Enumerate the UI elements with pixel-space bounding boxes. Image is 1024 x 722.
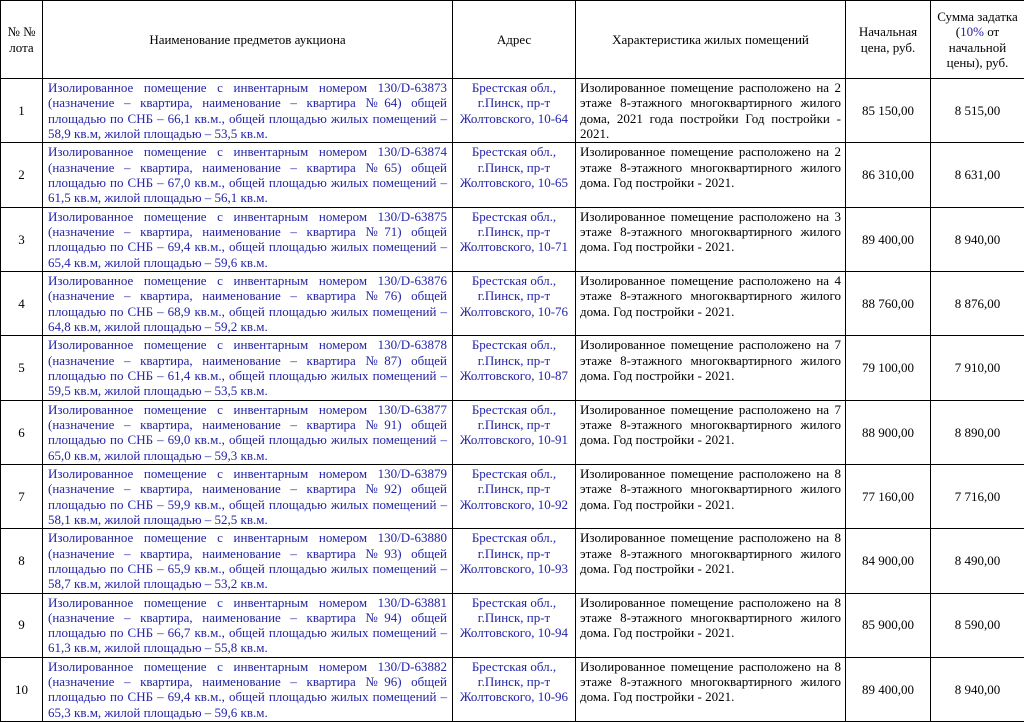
address-cell: Брестская обл., г.Пинск, пр-т Жолтовского, 10-64 (453, 79, 576, 143)
address-cell: Брестская обл., г.Пинск, пр-т Жолтовского, 10-71 (453, 207, 576, 271)
header-start-price: Начальная цена, руб. (846, 1, 931, 79)
address-cell: Брестская обл., г.Пинск, пр-т Жолтовского, 10-76 (453, 271, 576, 335)
start-price-cell: 89 400,00 (846, 207, 931, 271)
table-row (1, 529, 1024, 593)
table-row (1, 464, 1024, 528)
characteristics-cell: Изолированное помещение расположено на 4 этаже 8-этажного многоквартирного жилого дома. Год постройки - 2021. (576, 271, 846, 335)
characteristics-cell: Изолированное помещение расположено на 8 этаже 8-этажного многоквартирного жилого дома. Год постройки - 2021. (576, 593, 846, 657)
lot-number-cell: 2 (1, 143, 43, 207)
characteristics-cell: Изолированное помещение расположено на 2 этаже 8-этажного многоквартирного жилого дома. Год постройки - 2021. (576, 143, 846, 207)
deposit-cell: 8 876,00 (931, 271, 1024, 335)
address-cell: Брестская обл., г.Пинск, пр-т Жолтовского, 10-87 (453, 336, 576, 400)
table-row (1, 336, 1024, 400)
start-price-cell: 88 760,00 (846, 271, 931, 335)
header-address: Адрес (453, 1, 576, 79)
table-row (1, 593, 1024, 657)
deposit-cell: 8 890,00 (931, 400, 1024, 464)
table-row (1, 657, 1024, 721)
address-cell: Брестская обл., г.Пинск, пр-т Жолтовского, 10-94 (453, 593, 576, 657)
address-cell: Брестская обл., г.Пинск, пр-т Жолтовского, 10-91 (453, 400, 576, 464)
address-cell: Брестская обл., г.Пинск, пр-т Жолтовского, 10-92 (453, 464, 576, 528)
table-header-row (1, 1, 1024, 79)
characteristics-cell: Изолированное помещение расположено на 8 этаже 8-этажного многоквартирного жилого дома. Год постройки - 2021. (576, 657, 846, 721)
lot-number-cell: 6 (1, 400, 43, 464)
auction-item-name-cell: Изолированное помещение с инвентарным номером 130/D-63876 (назначение – квартира, наименование – квартира №76) общей площадью по СНБ – 68,9 кв.м., общей площадью жилых помещений – 64,8 кв.м, жилой площадью – 59,2 кв.м. (43, 271, 453, 335)
lot-number-cell: 9 (1, 593, 43, 657)
characteristics-cell: Изолированное помещение расположено на 2 этаже 8-этажного многоквартирного жилого дома, 2021 года постройки Год постройки - 2021. (576, 79, 846, 143)
start-price-cell: 86 310,00 (846, 143, 931, 207)
auction-item-name-cell: Изолированное помещение с инвентарным номером 130/D-63878 (назначение – квартира, наименование – квартира №87) общей площадью по СНБ – 61,4 кв.м., общей площадью жилых помещений – 59,5 кв.м, жилой площадью – 53,5 кв.м. (43, 336, 453, 400)
auction-item-name-cell: Изолированное помещение с инвентарным номером 130/D-63882 (назначение – квартира, наименование – квартира №96) общей площадью по СНБ – 69,4 кв.м., общей площадью жилых помещений – 65,3 кв.м, жилой площадью – 59,6 кв.м. (43, 657, 453, 721)
auction-item-name-cell: Изолированное помещение с инвентарным номером 130/D-63881 (назначение – квартира, наименование – квартира №94) общей площадью по СНБ – 66,7 кв.м., общей площадью жилых помещений – 61,3 кв.м, жилой площадью – 55,8 кв.м. (43, 593, 453, 657)
lot-number-cell: 10 (1, 657, 43, 721)
deposit-cell: 8 490,00 (931, 529, 1024, 593)
address-cell: Брестская обл., г.Пинск, пр-т Жолтовского, 10-93 (453, 529, 576, 593)
auction-item-name-cell: Изолированное помещение с инвентарным номером 130/D-63880 (назначение – квартира, наименование – квартира №93) общей площадью по СНБ – 65,9 кв.м., общей площадью жилых помещений – 58,7 кв.м, жилой площадью – 53,2 кв.м. (43, 529, 453, 593)
start-price-cell: 88 900,00 (846, 400, 931, 464)
lot-number-cell: 1 (1, 79, 43, 143)
deposit-cell: 8 590,00 (931, 593, 1024, 657)
characteristics-cell: Изолированное помещение расположено на 3 этаже 8-этажного многоквартирного жилого дома. Год постройки - 2021. (576, 207, 846, 271)
address-cell: Брестская обл., г.Пинск, пр-т Жолтовского, 10-96 (453, 657, 576, 721)
characteristics-cell: Изолированное помещение расположено на 7 этаже 8-этажного многоквартирного жилого дома. Год постройки - 2021. (576, 400, 846, 464)
table-row (1, 271, 1024, 335)
deposit-cell: 8 940,00 (931, 207, 1024, 271)
auction-item-name-cell: Изолированное помещение с инвентарным номером 130/D-63874 (назначение – квартира, наименование – квартира №65) общей площадью по СНБ – 67,0 кв.м., общей площадью жилых помещений – 61,5 кв.м, жилой площадью – 56,1 кв.м. (43, 143, 453, 207)
header-characteristics: Характеристика жилых помещений (576, 1, 846, 79)
auction-item-name-cell: Изолированное помещение с инвентарным номером 130/D-63879 (назначение – квартира, наименование – квартира №92) общей площадью по СНБ – 59,9 кв.м., общей площадью жилых помещений – 58,1 кв.м, жилой площадью – 52,5 кв.м. (43, 464, 453, 528)
lot-number-cell: 3 (1, 207, 43, 271)
characteristics-cell: Изолированное помещение расположено на 8 этаже 8-этажного многоквартирного жилого дома. Год постройки - 2021. (576, 464, 846, 528)
start-price-cell: 85 900,00 (846, 593, 931, 657)
start-price-cell: 89 400,00 (846, 657, 931, 721)
table-row (1, 400, 1024, 464)
table-row (1, 79, 1024, 143)
deposit-cell: 8 940,00 (931, 657, 1024, 721)
deposit-cell: 8 631,00 (931, 143, 1024, 207)
header-deposit-percent: 10% (960, 24, 984, 39)
header-deposit (931, 1, 1024, 79)
auction-item-name-cell: Изолированное помещение с инвентарным номером 130/D-63875 (назначение – квартира, наименование – квартира №71) общей площадью по СНБ – 69,4 кв.м., общей площадью жилых помещений – 65,4 кв.м, жилой площадью – 59,6 кв.м. (43, 207, 453, 271)
lot-number-cell: 7 (1, 464, 43, 528)
auction-item-name-cell: Изолированное помещение с инвентарным номером 130/D-63873 (назначение – квартира, наименование – квартира №64) общей площадью по СНБ – 66,1 кв.м., общей площадью жилых помещений – 58,9 кв.м, жилой площадью – 53,5 кв.м. (43, 79, 453, 143)
start-price-cell: 84 900,00 (846, 529, 931, 593)
start-price-cell: 77 160,00 (846, 464, 931, 528)
lot-number-cell: 4 (1, 271, 43, 335)
auction-table-body (1, 79, 1024, 722)
header-lot-number: № № лота (1, 1, 43, 79)
table-row (1, 207, 1024, 271)
header-auction-item-name: Наименование предметов аукциона (43, 1, 453, 79)
table-row (1, 143, 1024, 207)
lot-number-cell: 5 (1, 336, 43, 400)
deposit-cell: 7 716,00 (931, 464, 1024, 528)
header-deposit-prefix: Сумма задатка ( (937, 9, 1018, 39)
lot-number-cell: 8 (1, 529, 43, 593)
deposit-cell: 7 910,00 (931, 336, 1024, 400)
auction-item-name-cell: Изолированное помещение с инвентарным номером 130/D-63877 (назначение – квартира, наименование – квартира №91) общей площадью по СНБ – 69,0 кв.м., общей площадью жилых помещений – 65,0 кв.м, жилой площадью – 59,3 кв.м. (43, 400, 453, 464)
deposit-cell: 8 515,00 (931, 79, 1024, 143)
characteristics-cell: Изолированное помещение расположено на 8 этаже 8-этажного многоквартирного жилого дома. Год постройки - 2021. (576, 529, 846, 593)
start-price-cell: 79 100,00 (846, 336, 931, 400)
header-deposit-suffix: от начальной цены), руб. (947, 24, 1009, 70)
characteristics-cell: Изолированное помещение расположено на 7 этаже 8-этажного многоквартирного жилого дома. Год постройки - 2021. (576, 336, 846, 400)
address-cell: Брестская обл., г.Пинск, пр-т Жолтовского, 10-65 (453, 143, 576, 207)
start-price-cell: 85 150,00 (846, 79, 931, 143)
